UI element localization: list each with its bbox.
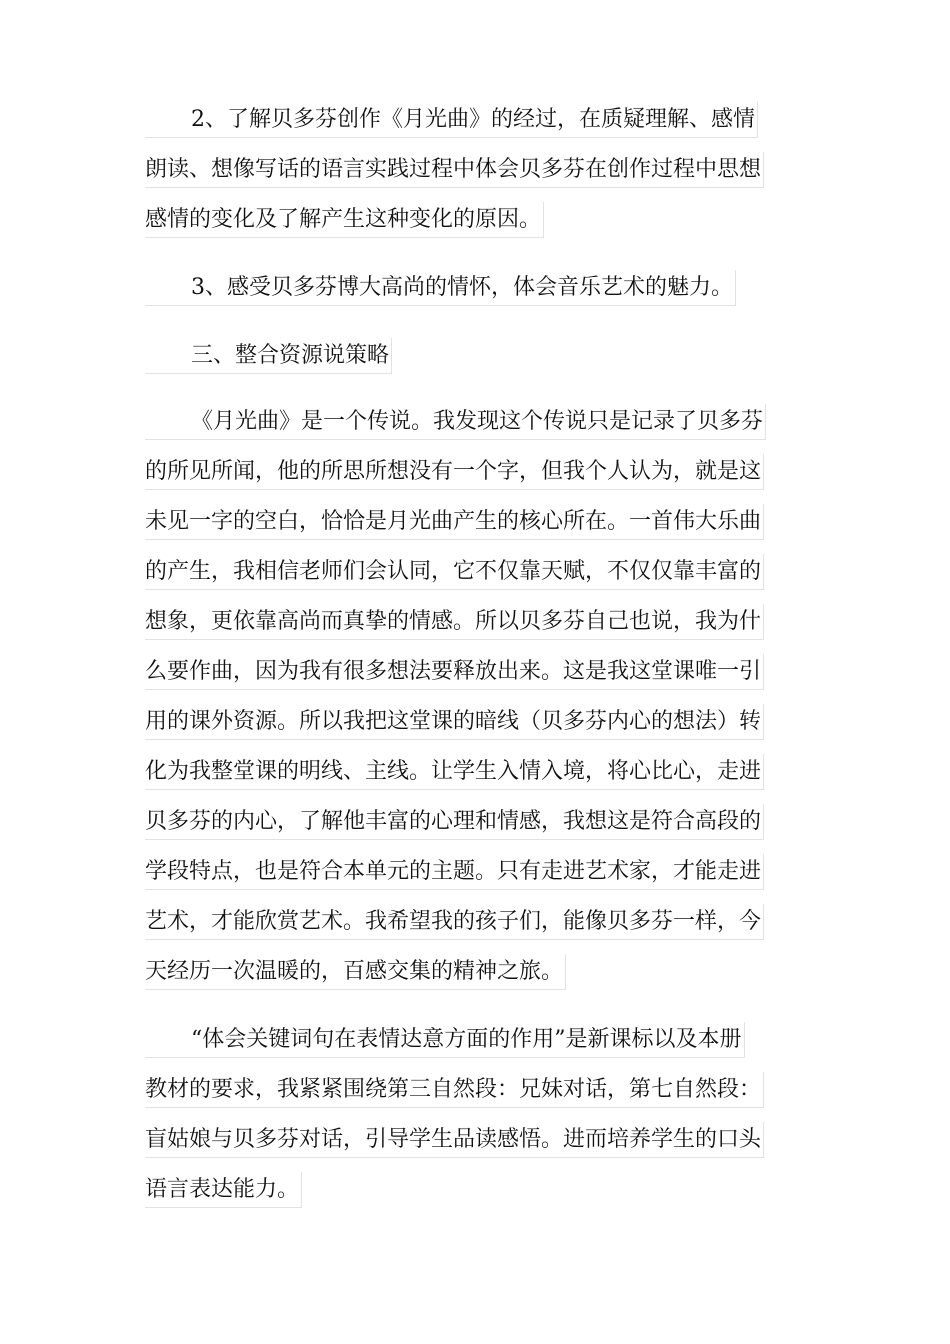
text-line: 想象，更依靠高尚而真挚的情感。所以贝多芬自己也说，我为什 (145, 604, 764, 640)
text-line: “体会关键词句在表情达意方面的作用”是新课标以及本册 (145, 1022, 745, 1058)
text-line: 教材的要求，我紧紧围绕第三自然段：兄妹对话，第七自然段： (145, 1072, 764, 1108)
text-line: 贝多芬的内心，了解他丰富的心理和情感，我想这是符合高段的 (145, 804, 764, 840)
text-line: 朗读、想像写话的语言实践过程中体会贝多芬在创作过程中思想 (145, 152, 764, 188)
text-line: 的产生，我相信老师们会认同，它不仅靠天赋，不仅仅靠丰富的 (145, 554, 764, 590)
text-line: 盲姑娘与贝多芬对话，引导学生品读感悟。进而培养学生的口头 (145, 1122, 764, 1158)
text-line: 《月光曲》是一个传说。我发现这个传说只是记录了贝多芬 (145, 404, 766, 440)
text-line: 感情的变化及了解产生这种变化的原因。 (145, 202, 544, 238)
text-line: 的所见所闻，他的所思所想没有一个字，但我个人认为，就是这 (145, 454, 764, 490)
text-line: 3、感受贝多芬博大高尚的情怀，体会音乐艺术的魅力。 (145, 270, 736, 306)
text-line: 么要作曲，因为我有很多想法要释放出来。这是我这堂课唯一引 (145, 654, 764, 690)
text-line: 化为我整堂课的明线、主线。让学生入情入境，将心比心，走进 (145, 754, 764, 790)
text-line: 天经历一次温暖的，百感交集的精神之旅。 (145, 954, 566, 990)
text-line: 学段特点，也是符合本单元的主题。只有走进艺术家，才能走进 (145, 854, 764, 890)
heading-text: 三、整合资源说策略 (145, 338, 392, 374)
text-line: 未见一字的空白，恰恰是月光曲产生的核心所在。一首伟大乐曲 (145, 504, 764, 540)
text-line: 艺术，才能欣赏艺术。我希望我的孩子们，能像贝多芬一样，今 (145, 904, 764, 940)
text-line: 用的课外资源。所以我把这堂课的暗线（贝多芬内心的想法）转 (145, 704, 764, 740)
text-line: 2、了解贝多芬创作《月光曲》的经过，在质疑理解、感情 (145, 102, 758, 138)
text-line: 语言表达能力。 (145, 1172, 302, 1208)
